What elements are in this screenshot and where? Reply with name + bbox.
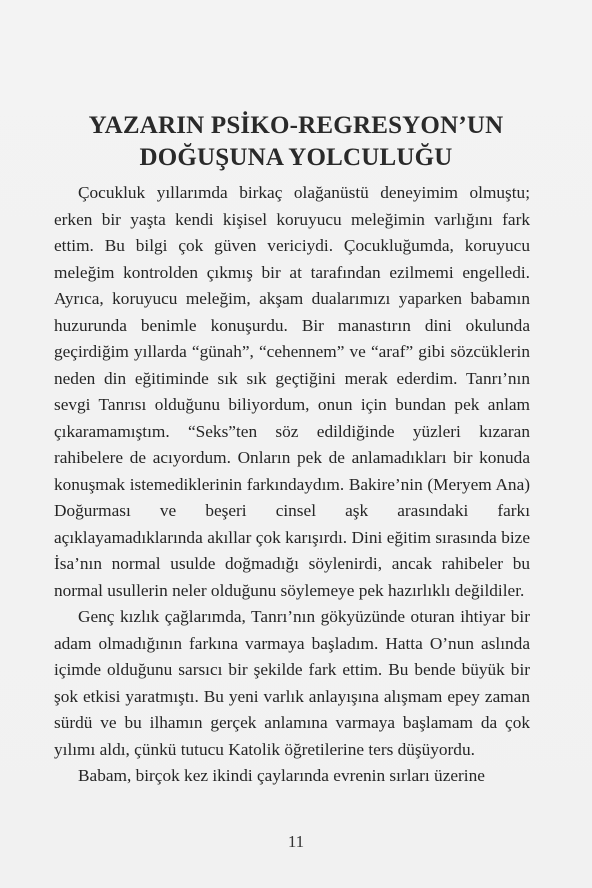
chapter-title-line-2: DOĞUŞUNA YOLCULUĞU <box>139 144 453 171</box>
paragraph: Genç kızlık çağlarımda, Tanrı’nın gökyüzünde oturan ihtiyar bir adam olmadığının farkına varmaya başladım. Hatta O’nun aslında içimde olduğunu sarsıcı bir şekilde fark ettim. Bu bende büyük bir şok etkisi yaratmıştı. Bu yeni varlık anlayışına alışmam epey zaman sürdü ve bu ilhamın gerçek anlamına varmaya başlamam da çok yılımı aldı, çünkü tutucu Katolik öğretilerine ters düşüyordu. <box>54 607 530 759</box>
chapter-title <box>0 110 592 174</box>
body-text <box>54 180 530 790</box>
paragraph: Babam, birçok kez ikindi çaylarında evrenin sırları üzerine <box>78 766 485 785</box>
page-number: 11 <box>287 832 305 851</box>
chapter-title-line-1: YAZARIN PSİKO-REGRESYON’UN <box>88 112 504 139</box>
paragraph: Çocukluk yıllarımda birkaç olağanüstü deneyimim olmuştu; erken bir yaşta kendi kişisel koruyucu meleğimin varlığını fark ettim. Bu bilgi çok güven vericiydi. Çocukluğumda, koruyucu meleğim kontrolden çıkmış bir at tarafından ezilmemi engelledi. Ayrıca, koruyucu meleğim, akşam dualarımızı yaparken babamın huzurunda benimle konuşurdu. Bir manastırın dini okulunda geçirdiğim yıllarda “günah”, “cehennem” ve “araf” gibi sözcüklerin neden din eğitiminde sık sık geçtiğini merak ederdim. Tanrı’nın sevgi Tanrısı olduğunu biliyordum, onun için bundan pek anlam çıkaramamıştım. “Seks”ten söz edildiğinde yüzleri kızaran rahibelere de acıyordum. Onların pek de anlamadıkları bir konuda konuşmak istemediklerinin farkındaydım. Bakire’nin (Meryem Ana) Doğurması ve beşeri cinsel aşk arasındaki farkı açıklayamadıklarında akıllar çok karışırdı. Dini eğitim sırasında bize İsa’nın normal usulde doğmadığı söylenirdi, ancak rahibeler bu normal usullerin neler olduğunu söylemeye pek hazırlıklı değildiler. <box>54 183 530 600</box>
